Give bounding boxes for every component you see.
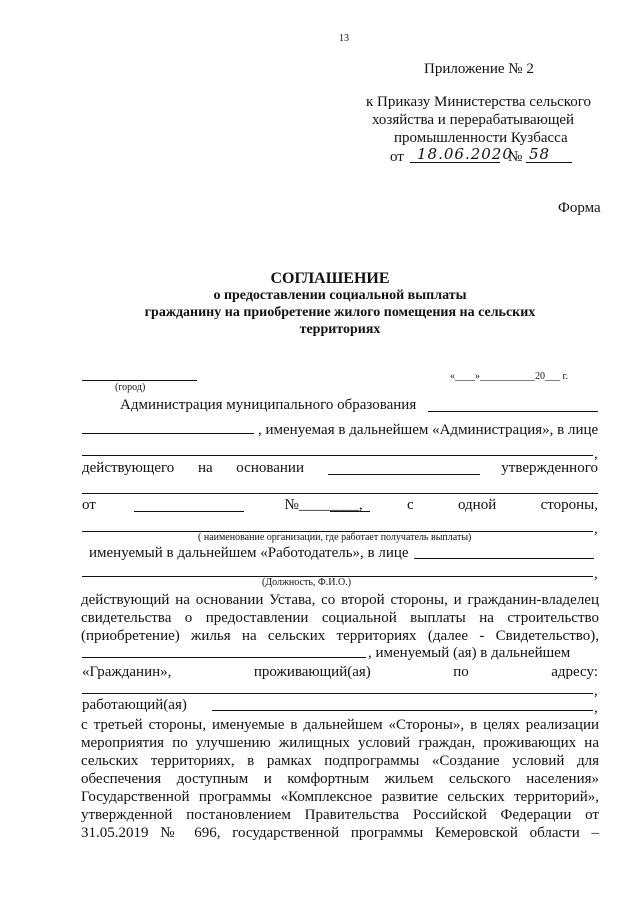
from-date-blank[interactable]	[134, 511, 244, 512]
title-subline-1: о предоставлении социальной выплаты	[213, 288, 467, 303]
comma-3: ,	[594, 566, 598, 582]
comma-5: ,	[594, 700, 598, 716]
paragraph-citizen-1: действующий на основании Устава, со второй стороны, и гражданин-владелец	[81, 592, 599, 608]
basis-blank[interactable]	[328, 474, 480, 475]
appendix-number: Приложение № 2	[424, 61, 534, 77]
working-label: работающий(ая)	[82, 697, 187, 713]
citizen-address-blank[interactable]	[82, 693, 593, 694]
paragraph-parties-6: утвержденной постановлением Правительства Российской Федерации от	[81, 807, 599, 823]
citizen-address-row	[82, 664, 598, 681]
paragraph-citizen-2: свидетельства о предоставлении социальной выплаты на строительство	[81, 610, 599, 626]
title-subline-2: гражданину на приобретение жилого помещения на сельских	[144, 305, 536, 320]
paragraph-parties-2: мероприятия по улучшению жилищных условий граждан, проживающих на	[81, 735, 599, 751]
admin-named-as: , именуемая в дальнейшем «Администрация», в лице	[258, 422, 599, 438]
employer-person-blank[interactable]	[414, 558, 594, 559]
number-label: №________,	[284, 497, 363, 513]
paragraph-parties-1: с третьей стороны, именуемые в дальнейшем «Стороны», в целях реализации	[81, 717, 599, 733]
on-word: на	[197, 460, 213, 476]
employer-named-as: именуемый в дальнейшем «Работодатель», в лице	[89, 545, 409, 561]
admin-name-blank[interactable]	[82, 433, 254, 434]
order-line-3: промышленности Кузбасса	[394, 130, 568, 146]
order-line-1: к Приказу Министерства сельского	[366, 94, 592, 110]
from-number-blank[interactable]	[330, 511, 370, 512]
page-number: 13	[339, 33, 349, 44]
approved-blank[interactable]	[82, 493, 598, 494]
citizen-name-blank[interactable]	[82, 657, 366, 658]
order-number-handwritten: 58	[529, 145, 551, 163]
with-word: с	[406, 497, 414, 513]
order-number-line	[526, 162, 572, 163]
form-label: Форма	[558, 200, 601, 216]
basis-word: основании	[236, 460, 304, 476]
one-word: одной	[457, 497, 497, 513]
municipality-blank[interactable]	[428, 411, 598, 412]
working-place-blank[interactable]	[212, 710, 593, 711]
date-template: «____»___________20___ г.	[450, 371, 568, 382]
paragraph-parties-5: Государственной программы «Комплексное развитие сельских территорий»,	[81, 789, 599, 805]
document-title: СОГЛАШЕНИЕ	[270, 270, 390, 287]
paragraph-parties-3: сельских территориях, в рамках подпрограммы «Создание условий для	[81, 753, 599, 769]
order-date-handwritten: 18.06.2020	[417, 145, 513, 163]
at-word: по	[453, 664, 469, 680]
title-subline-3: территориях	[299, 322, 381, 337]
city-caption: (город)	[115, 382, 146, 393]
acting-word: действующего	[82, 460, 175, 476]
side-word: стороны,	[540, 497, 598, 513]
from-word: от	[82, 497, 96, 513]
city-line	[82, 380, 197, 381]
administration-intro: Администрация муниципального образования	[120, 397, 417, 413]
citizen-named-as: , именуемый (ая) в дальнейшем	[368, 645, 571, 661]
paragraph-citizen-3: (приобретение) жилья на сельских территориях (далее - Свидетельство),	[81, 628, 599, 644]
approved-word: утвержденного	[501, 460, 598, 476]
order-date-prefix: от	[390, 149, 404, 165]
order-line-2: хозяйства и перерабатывающей	[372, 112, 575, 128]
employer-org-caption: ( наименование организации, где работает получатель выплаты)	[198, 532, 472, 543]
citizen-word: «Гражданин»,	[82, 664, 172, 680]
comma-4: ,	[594, 683, 598, 699]
paragraph-parties-4: обеспечения доступным и комфортным жильем сельского населения»	[81, 771, 599, 787]
admin-person-blank[interactable]	[82, 455, 593, 456]
order-number-sign: №	[508, 149, 523, 165]
address-word: адресу:	[551, 664, 598, 680]
order-date-line	[410, 162, 500, 163]
paragraph-parties-7: 31.05.2019 № 696, государственной программы Кемеровской области –	[81, 825, 599, 841]
comma-1: ,	[594, 446, 598, 462]
comma-2: ,	[594, 521, 598, 537]
living-word: проживающий(ая)	[253, 664, 371, 680]
position-caption: (Должность, Ф.И.О.)	[262, 577, 352, 588]
